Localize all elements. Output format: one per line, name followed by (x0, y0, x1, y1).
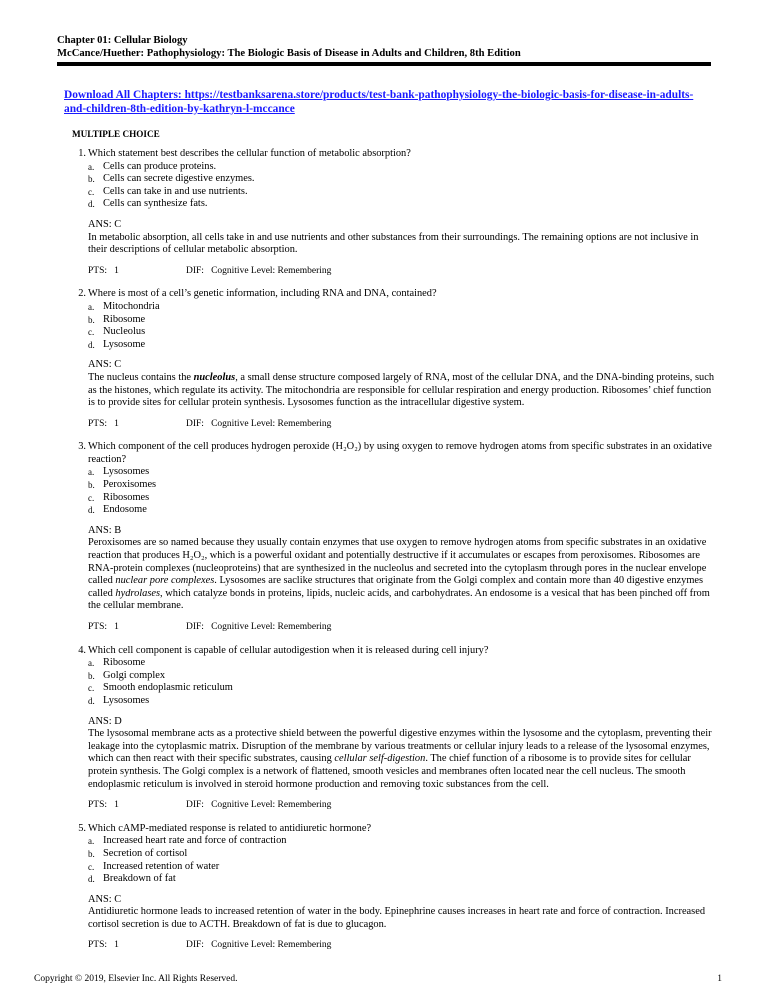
answer-block (88, 359, 717, 409)
answer-option (88, 173, 717, 186)
difficulty: DIF: Cognitive Level: Remembering (186, 800, 332, 811)
option-letter: d. (88, 695, 95, 706)
option-letter: a. (88, 161, 95, 172)
answer-option (88, 198, 717, 211)
question-meta (88, 418, 717, 431)
question-number: 5. (78, 822, 86, 834)
question-5 (72, 823, 717, 952)
rationale (88, 372, 717, 410)
points: PTS: 1 (88, 418, 119, 429)
rationale (88, 728, 717, 791)
option-letter: a. (88, 836, 95, 847)
question-3 (72, 441, 717, 633)
answer-option (88, 848, 717, 861)
rationale-segment: nuclear pore complexes (115, 575, 215, 587)
rationale-segment: , which catalyze bonds in proteins, lipids, nucleic acids, and carbohydrates. An endosome is a vesical that has been pinched off from the cellular membrane. (88, 587, 710, 612)
answer-option (88, 186, 717, 199)
option-text: Cells can secrete digestive enzymes. (103, 173, 255, 185)
rationale-segment: , a small dense structure composed largely of RNA, most of the cellular DNA, and the DNA-binding proteins, such as the histones, which regulate its activity. The mitochondria are responsible for cellular respiration and energy production. Ribosomes’ chief function is to provide sites for cellular protein synthesis. Lysosomes function as the intracellular digestive system. (88, 371, 715, 409)
answer-block (88, 219, 717, 257)
option-letter: c. (88, 683, 95, 694)
option-text: Lysosome (103, 338, 146, 350)
option-text: Lysosomes (103, 466, 150, 478)
option-letter: a. (88, 467, 95, 478)
option-text: Breakdown of fat (103, 873, 176, 885)
option-letter: c. (88, 186, 95, 197)
question-number: 2. (78, 288, 86, 300)
rationale (88, 232, 717, 257)
answer-option (88, 314, 717, 327)
answer-option (88, 657, 717, 670)
book-title: McCance/Huether: Pathophysiology: The Biologic Basis of Disease in Adults and Children, 8th Edition (57, 48, 521, 59)
page-footer (34, 963, 722, 986)
answer-block (88, 716, 717, 792)
option-text: Nucleolus (103, 326, 146, 338)
question-number: 4. (78, 644, 86, 656)
answer-option (88, 695, 717, 708)
question-meta (88, 799, 717, 812)
answer-key: ANS: C (88, 893, 122, 905)
difficulty: DIF: Cognitive Level: Remembering (186, 622, 332, 632)
answer-option (88, 479, 717, 492)
option-letter: b. (88, 174, 95, 185)
answer-option (88, 466, 717, 479)
question-meta (88, 265, 717, 278)
rationale-segment: . Lysosomes are saclike structures that originate from the Golgi complex and contain more than 40 digestive enzymes called (88, 575, 704, 599)
rationale (88, 906, 717, 931)
rationale-segment: Peroxisomes are so named because they usually contain enzymes that use oxygen to remove hydrogen atoms from specific substrates in an oxidative reaction that produces H₂O₂, which is a powerful oxidant and potentially destructive if it accumulates or escapes from peroxisomes. Ribosomes are RNA-protein complexes (nucleoproteins) that are synthesized in the nucleolus and secreted into the cytoplasm through pores in the nuclear envelope called (88, 537, 707, 587)
rationale-segment: In metabolic absorption, all cells take in and use nutrients and other substances from their surroundings. The remaining options are not inclusive in their descriptions of cellular metabolic absorption. (88, 231, 699, 256)
question-1 (72, 148, 717, 277)
answer-key: ANS: B (88, 524, 122, 536)
question-number: 1. (78, 148, 86, 159)
question-4 (72, 645, 717, 812)
difficulty: DIF: Cognitive Level: Remembering (186, 940, 332, 951)
answer-option (88, 301, 717, 314)
option-letter: d. (88, 874, 95, 885)
option-text: Ribosomes (103, 491, 150, 503)
answer-key: ANS: D (88, 715, 122, 727)
option-letter: b. (88, 670, 95, 681)
option-text: Secretion of cortisol (103, 847, 188, 859)
question-text: Where is most of a cell’s genetic information, including RNA and DNA, contained? (88, 288, 437, 300)
answer-key: ANS: C (88, 218, 122, 230)
option-text: Mitochondria (103, 300, 160, 312)
page-number: 1 (717, 974, 722, 985)
answer-block (88, 894, 717, 932)
chapter-title: Chapter 01: Cellular Biology (57, 35, 188, 46)
points: PTS: 1 (88, 800, 119, 811)
answer-block (88, 525, 717, 613)
rationale-segment: Antidiuretic hormone leads to increased retention of water in the body. Epinephrine causes increases in heart rate and force of contraction. Increased cortisol secretion is due to ACTH. Breakdown of fat is due to glucagon. (88, 906, 706, 930)
option-letter: d. (88, 339, 95, 350)
section-title: MULTIPLE CHOICE (72, 129, 160, 139)
rationale-segment: cellular self-digestion (334, 753, 426, 765)
rationale-segment: nucleolus (193, 371, 236, 383)
rationale-segment: The nucleus contains the (88, 371, 194, 383)
option-letter: c. (88, 492, 95, 503)
option-letter: d. (88, 505, 95, 516)
question-2 (72, 288, 717, 430)
option-text: Cells can produce proteins. (103, 160, 217, 172)
rationale-segment: hydrolases (115, 587, 161, 599)
option-text: Cells can synthesize fats. (103, 198, 208, 210)
rationale-segment: The lysosomal membrane acts as a protective shield between the powerful digestive enzymes within the lysosome and the cytoplasm, preventing their leakage into the cytoplasmic matrix. Disruption of the membrane by various treatments or cellular injury leads to a release of the lysosomal enzymes, which can then react with their specific substrates, causing (88, 728, 712, 765)
option-text: Lysosomes (103, 694, 150, 706)
answer-option (88, 326, 717, 339)
option-text: Ribosome (103, 657, 146, 669)
answer-option (88, 682, 717, 695)
option-letter: a. (88, 301, 95, 312)
option-text: Smooth endoplasmic reticulum (103, 682, 233, 694)
difficulty: DIF: Cognitive Level: Remembering (186, 265, 332, 276)
answer-option (88, 339, 717, 352)
option-letter: b. (88, 848, 95, 859)
answer-option (88, 492, 717, 505)
rationale-segment: . The chief function of a ribosome is to provide sites for cellular protein synthesis. The Golgi complex is a network of flattened, smooth vesicles and membranes often located near the cell nucleus. The smooth endoplasmic reticulum is involved in steroid hormone production and removing toxic substances from the cell. (88, 753, 691, 790)
header-rule (57, 62, 711, 66)
answer-option (88, 861, 717, 874)
option-letter: b. (88, 480, 95, 491)
option-text: Golgi complex (103, 669, 166, 681)
answer-option (88, 161, 717, 174)
option-text: Peroxisomes (103, 479, 157, 491)
question-number: 3. (78, 441, 86, 453)
points: PTS: 1 (88, 265, 119, 276)
answer-option (88, 873, 717, 886)
rationale (88, 537, 717, 613)
difficulty: DIF: Cognitive Level: Remembering (186, 418, 332, 429)
option-text: Endosome (103, 504, 147, 516)
copyright: Copyright © 2019, Elsevier Inc. All Rights Reserved. (34, 974, 238, 985)
answer-option (88, 835, 717, 848)
option-letter: c. (88, 861, 95, 872)
question-meta (88, 621, 717, 634)
answer-option (88, 670, 717, 683)
option-text: Cells can take in and use nutrients. (103, 185, 248, 197)
answer-option (88, 504, 717, 517)
points: PTS: 1 (88, 622, 119, 632)
question-text: Which cell component is capable of cellular autodigestion when it is released during cell injury? (88, 644, 489, 656)
option-letter: a. (88, 658, 95, 669)
option-text: Ribosome (103, 313, 146, 325)
question-list (0, 148, 768, 963)
option-text: Increased retention of water (103, 860, 220, 872)
option-letter: b. (88, 314, 95, 325)
points: PTS: 1 (88, 940, 119, 951)
download-link[interactable]: Download All Chapters: https://testbanksarena.store/products/test-bank-pathophysiology-the-biologic-basis-for-disease-in-adults-and-children-8th-edition-by-kathryn-l-mccance (64, 89, 694, 115)
question-text: Which cAMP-mediated response is related to antidiuretic hormone? (88, 822, 372, 834)
option-letter: d. (88, 199, 95, 210)
question-text: Which component of the cell produces hydrogen peroxide (H₂O₂) by using oxygen to remove hydrogen atoms from specific substrates in an oxidative reaction? (88, 441, 712, 465)
option-letter: c. (88, 327, 95, 338)
option-text: Increased heart rate and force of contraction (103, 835, 287, 847)
question-meta (88, 939, 717, 952)
question-text: Which statement best describes the cellular function of metabolic absorption? (88, 148, 411, 159)
answer-key: ANS: C (88, 359, 122, 371)
